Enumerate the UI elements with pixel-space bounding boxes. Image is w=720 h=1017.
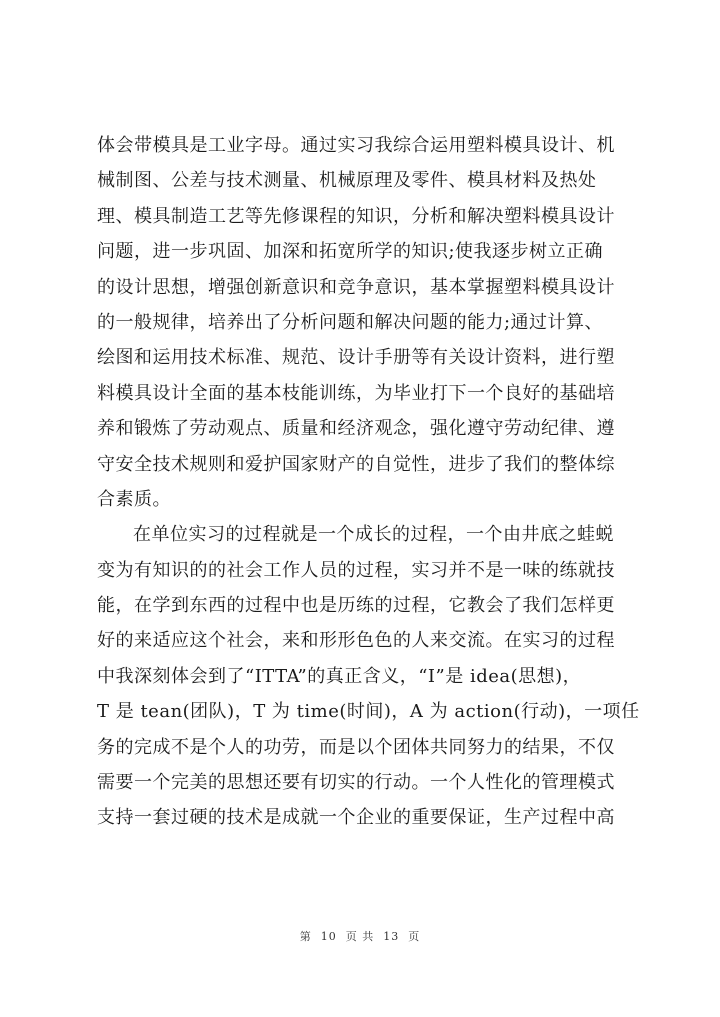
text-line: 料模具设计全面的基本枝能训练，为毕业打下一个良好的基础培 [97,382,615,404]
text-line: 变为有知识的的社会工作人员的过程，实习并不是一味的练就技 [97,559,615,581]
text-line: 需要一个完美的思想还要有切实的行动。一个人性化的管理模式 [97,772,615,794]
text-line: 养和锻炼了劳动观点、质量和经济观念，强化遵守劳动纪律、遵 [97,418,615,440]
text-line: 好的来适应这个社会，来和形形色色的人来交流。在实习的过程 [97,630,615,652]
text-line: 能，在学到东西的过程中也是历练的过程，它教会了我们怎样更 [97,595,615,617]
text-line: 中我深刻体会到了“ITTA”的真正含义，“I”是 idea(思想)， [97,665,582,687]
text-line: 务的完成不是个人的功劳，而是以个团体共同努力的结果，不仅 [97,736,615,758]
page-number-footer: 第 10 页 共 13 页 [299,930,421,943]
text-line: 问题，进一步巩固、加深和拓宽所学的知识;使我逐步树立正确 [97,241,604,263]
text-line: 的一般规律，培养出了分析问题和解决问题的能力;通过计算、 [97,311,604,333]
text-line: 守安全技术规则和爱护国家财产的自觉性，进步了我们的整体综 [97,453,615,475]
text-line: 的设计思想，增强创新意识和竞争意识，基本掌握塑料模具设计 [97,276,615,298]
text-line: T 是 tean(团队)，T 为 time(时间)，A 为 action(行动)，一项任 [97,701,640,723]
text-line: 体会带模具是工业字母。通过实习我综合运用塑料模具设计、机 [97,135,615,156]
paragraph-start-line: 在单位实习的过程就是一个成长的过程，一个由井底之蛙蜕 [133,524,614,546]
body-text [97,128,640,836]
text-line: 支持一套过硬的技术是成就一个企业的重要保证，生产过程中高 [97,807,615,829]
text-line: 械制图、公差与技术测量、机械原理及零件、模具材料及热处 [97,170,597,192]
text-line: 理、模具制造工艺等先修课程的知识，分析和解决塑料模具设计 [97,205,615,227]
text-line: 绘图和运用技术标准、规范、设计手册等有关设计资料，进行塑 [97,347,615,369]
text-line: 合素质。 [97,488,171,510]
